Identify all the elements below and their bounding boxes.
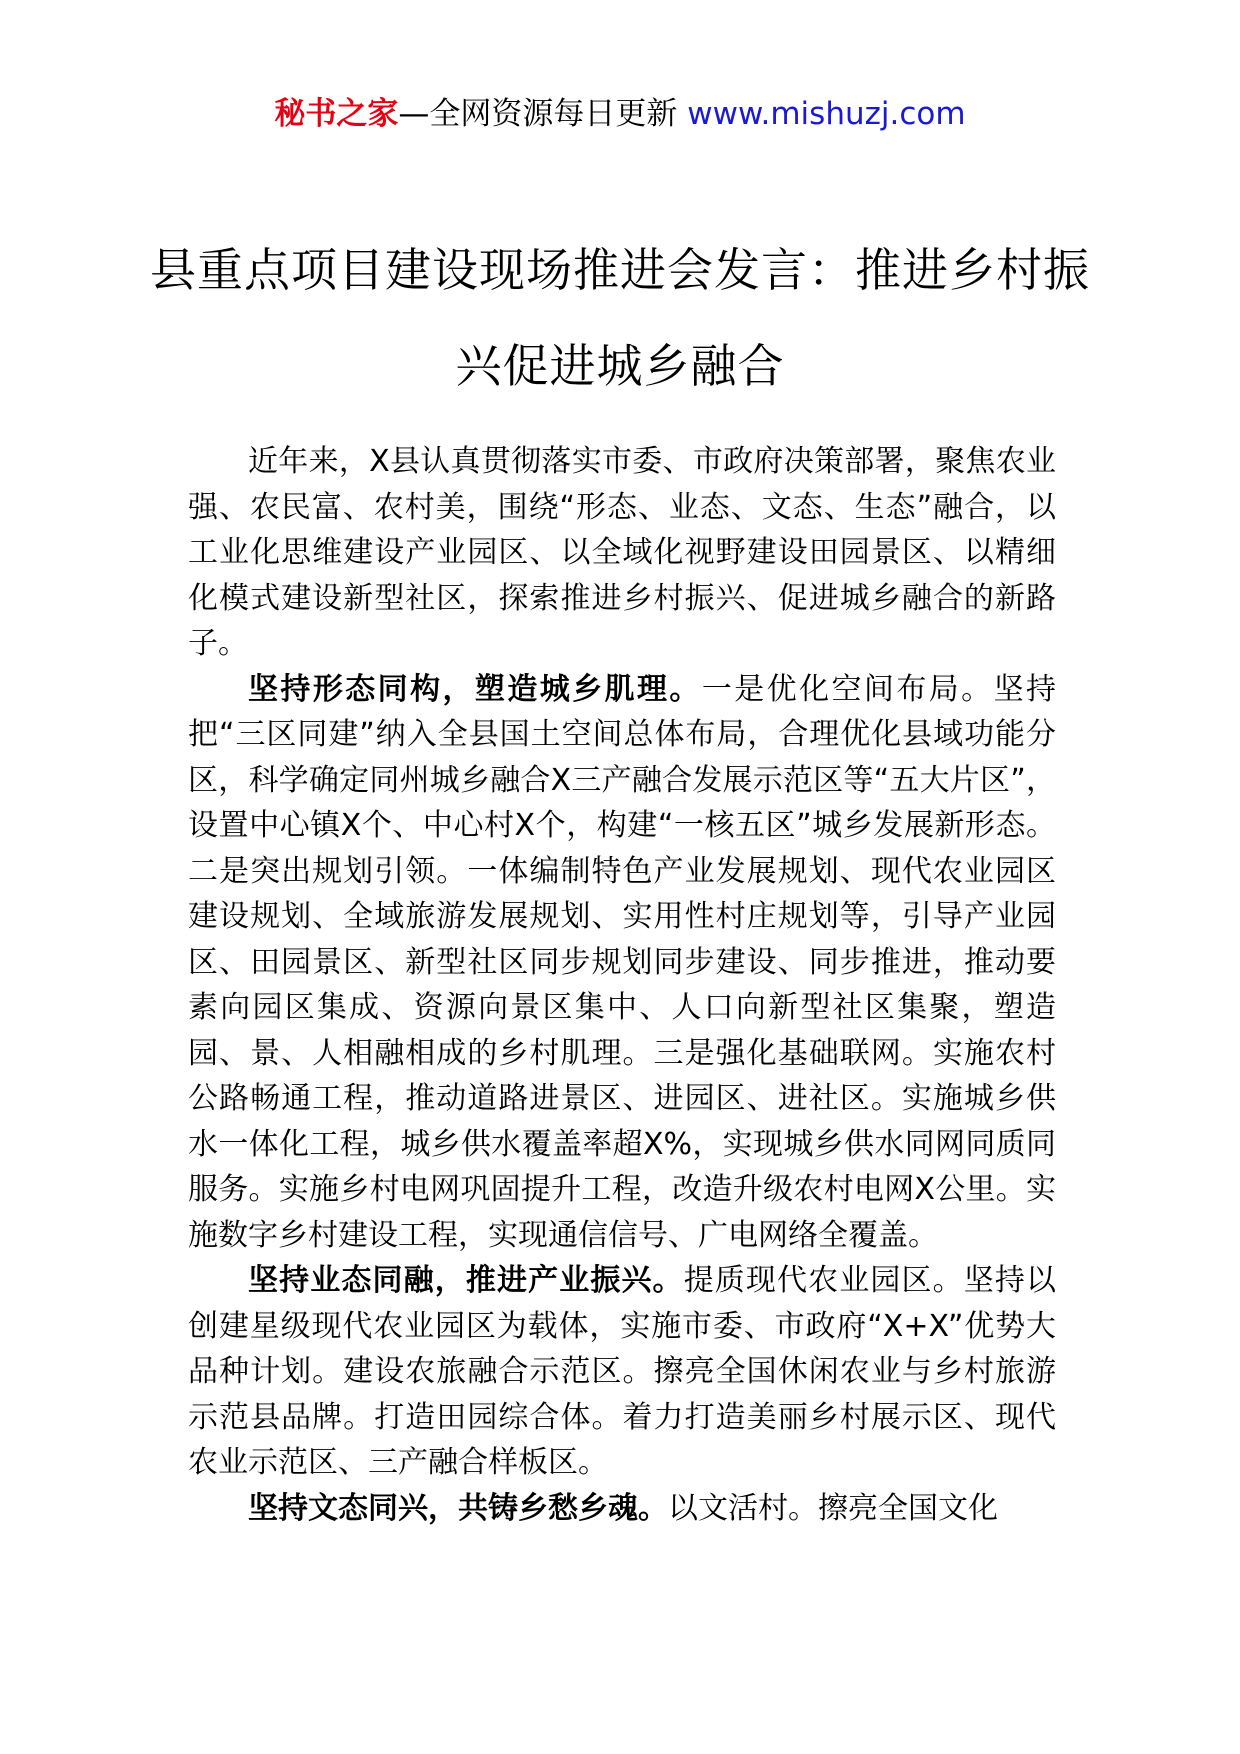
site-brand: 秘书之家 [274, 96, 399, 132]
site-url-link[interactable]: www.mishuzj.com [687, 96, 966, 132]
paragraph-lead: 坚持文态同兴，共铸乡愁乡魂。 [248, 1490, 668, 1526]
paragraph-culture [188, 1486, 1056, 1532]
paragraph-lead: 坚持业态同融，推进产业振兴。 [248, 1263, 684, 1298]
document-title: 县重点项目建设现场推进会发言：推进乡村振兴促进城乡融合 [150, 243, 1090, 393]
paragraph-industry [188, 1258, 1056, 1486]
document-body [188, 439, 1056, 1531]
paragraph-intro [188, 439, 1056, 667]
paragraph-lead: 坚持形态同构，塑造城乡肌理。 [248, 671, 702, 707]
paragraph-form [188, 667, 1056, 1259]
paragraph-text: 一是优化空间布局。坚持把“三区同建”纳入全县国土空间总体布局，合理优化县域功能分区，科学确定同州城乡融合X三产融合发展示范区等“五大片区”，设置中心镇X个、中心村X个，构建“一核五区”城乡发展新形态。二是突出规划引领。一体编制特色产业发展规划、现代农业园区建设规划、全域旅游发展规划、实用性村庄规划等，引导产业园区、田园景区、新型社区同步规划同步建设、同步推进，推动要素向园区集成、资源向景区集中、人口向新型社区集聚，塑造园、景、人相融相成的乡村肌理。三是强化基础联网。实施农村公路畅通工程，推动道路进景区、进园区、进社区。实施城乡供水一体化工程，城乡供水覆盖率超X%，实现城乡供水同网同质同服务。实施乡村电网巩固提升工程，改造升级农村电网X公里。实施数字乡村建设工程，实现通信信号、广电网络全覆盖。 [188, 671, 1057, 1253]
paragraph-text: 提质现代农业园区。坚持以创建星级现代农业园区为载体，实施市委、市政府“X+X”优势大品种计划。建设农旅融合示范区。擦亮全国休闲农业与乡村旅游示范县品牌。打造田园综合体。着力打造美丽乡村展示区、现代农业示范区、三产融合样板区。 [188, 1263, 1057, 1480]
site-banner [0, 92, 1240, 136]
paragraph-text: 近年来，X县认真贯彻落实市委、市政府决策部署，聚焦农业强、农民富、农村美，围绕“形态、业态、文态、生态”融合，以工业化思维建设产业园区、以全域化视野建设田园景区、以精细化模式建设新型社区，探索推进乡村振兴、促进城乡融合的新路子。 [188, 444, 1056, 661]
site-slogan: —全网资源每日更新 [398, 96, 688, 132]
paragraph-text: 以文活村。擦亮全国文化 [668, 1490, 998, 1526]
